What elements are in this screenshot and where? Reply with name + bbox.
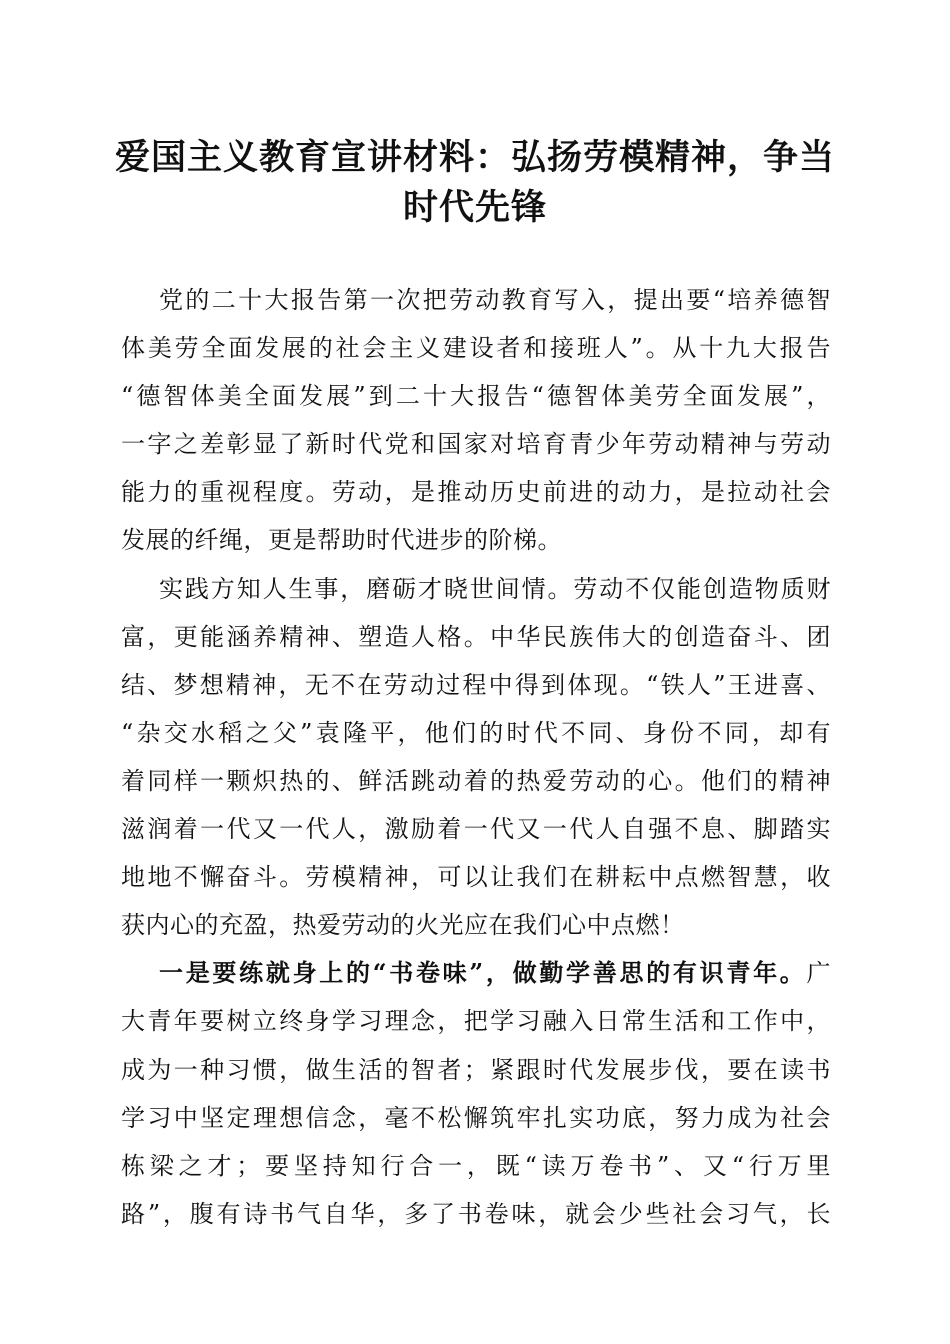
paragraph-2-line-8: 获内心的充盈，热爱劳动的火光应在我们心中点燃！	[121, 911, 685, 940]
document-title	[100, 133, 850, 233]
paragraph-2-line-4: “杂交水稻之父”袁隆平，他们的时代不同、身份不同，却有	[121, 718, 831, 747]
paragraph-1-line-6: 发展的纤绳，更是帮助时代进步的阶梯。	[121, 526, 562, 555]
paragraph-2-line-7: 地地不懈奋斗。劳模精神，可以让我们在耕耘中点燃智慧，收	[121, 863, 831, 892]
title-line-2: 时代先锋	[402, 187, 547, 228]
paragraph-1-line-1: 党的二十大报告第一次把劳动教育写入，提出要“培养德智	[159, 286, 831, 314]
paragraph-3-line-2: 大青年要树立终身学习理念，把学习融入日常生活和工作中，	[121, 1007, 831, 1036]
paragraph-3-line-5: 栋梁之才；要坚持知行合一，既“读万卷书”、又“行万里	[121, 1151, 831, 1180]
paragraph-2-line-1: 实践方知人生事，磨砺才晓世间情。劳动不仅能创造物质财	[159, 574, 831, 603]
paragraph-1-line-5: 能力的重视程度。劳动，是推动历史前进的动力，是拉动社会	[121, 478, 831, 507]
paragraph-2-line-5: 着同样一颗炽热的、鲜活跳动着的热爱劳动的心。他们的精神	[121, 766, 831, 795]
paragraph-3-line-4: 学习中坚定理想信念，毫不松懈筑牢扎实功底，努力成为社会	[121, 1103, 831, 1132]
paragraph-3-line-3: 成为一种习惯，做生活的智者；紧跟时代发展步伐，要在读书	[121, 1055, 831, 1084]
paragraph-3-line-6: 路”，腹有诗书气自华，多了书卷味，就会少些社会习气，长	[121, 1199, 831, 1228]
paragraph-1-line-3: “德智体美全面发展”到二十大报告“德智体美劳全面发展”，	[121, 382, 831, 411]
paragraph-2-line-2: 富，更能涵养精神、塑造人格。中华民族伟大的创造奋斗、团	[121, 622, 831, 651]
paragraph-3-line-1	[121, 949, 831, 997]
paragraph-1-line-2: 体美劳全面发展的社会主义建设者和接班人”。从十九大报告	[121, 334, 831, 363]
paragraph-1-line-4: 一字之差彰显了新时代党和国家对培育青少年劳动精神与劳动	[121, 430, 831, 459]
paragraph-3-lead: 一是要练就身上的“书卷味”，做勤学善思的有识青年。	[159, 958, 807, 988]
document-body	[121, 276, 831, 1238]
paragraph-3-lead-tail: 广	[806, 959, 831, 988]
paragraph-2-line-6: 滋润着一代又一代人，激励着一代又一代人自强不息、脚踏实	[121, 815, 831, 844]
paragraph-2-line-3: 结、梦想精神，无不在劳动过程中得到体现。“铁人”王进喜、	[121, 670, 831, 699]
title-line-1: 爱国主义教育宣讲材料：弘扬劳模精神，争当	[114, 137, 835, 178]
